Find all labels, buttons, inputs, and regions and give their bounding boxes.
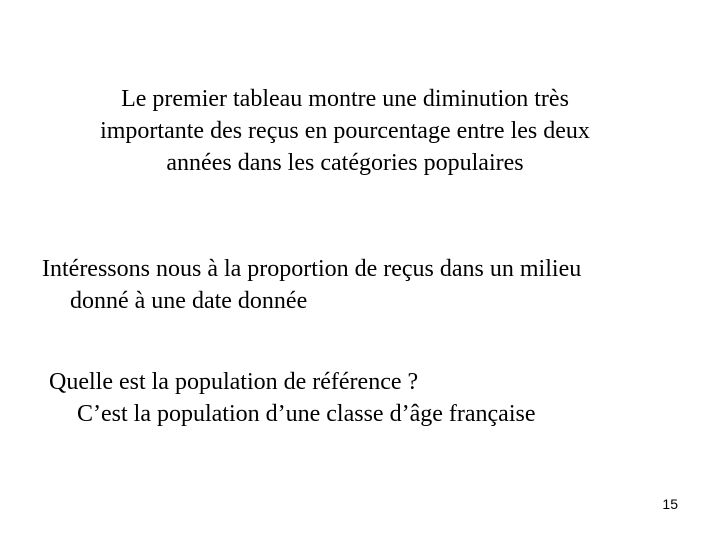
proportion-line-2: donné à une date donnée [70,288,308,314]
reference-answer: C’est la population d’une classe d’âge française [77,401,536,427]
proportion-line-1: Intéressons nous à la proportion de reçus dans un milieu [42,256,582,282]
proportion-paragraph [42,253,581,317]
page-number: 15 [662,496,678,512]
reference-population-paragraph [49,366,535,430]
intro-line-1: Le premier tableau montre une diminution très [121,86,569,112]
intro-paragraph [0,83,690,179]
intro-line-3: années dans les catégories populaires [166,150,524,176]
reference-question: Quelle est la population de référence ? [49,369,419,395]
intro-line-2: importante des reçus en pourcentage entre les deux [100,118,590,144]
